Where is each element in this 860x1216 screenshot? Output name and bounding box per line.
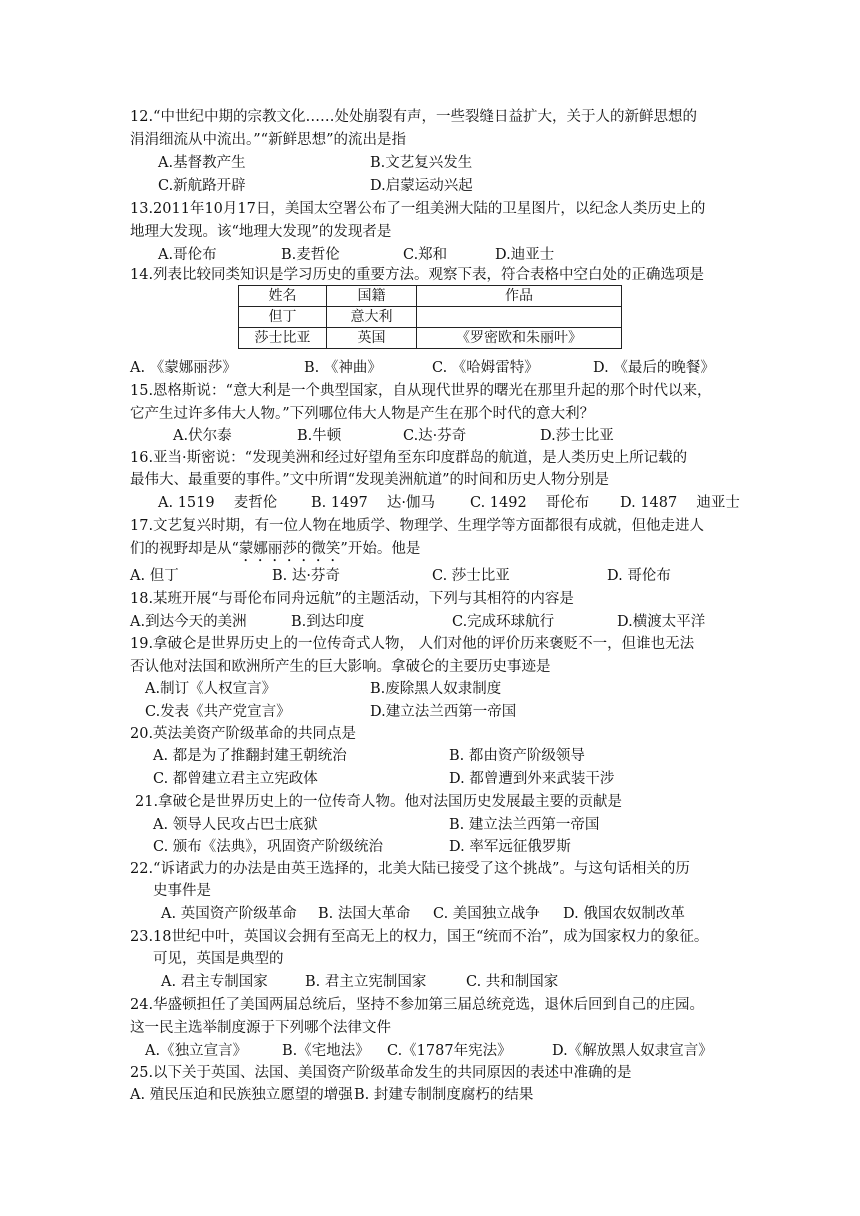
table-header-name: 姓名 (239, 286, 327, 307)
q19-option-d[interactable]: D.建立法兰西第一帝国 (370, 704, 517, 720)
q25-option-b[interactable]: B. 封建专制制度腐朽的结果 (354, 1087, 534, 1103)
q14-option-a[interactable]: A. 《蒙娜丽莎》 (130, 360, 237, 376)
q12-stem-line2: 涓涓细流从中流出。”“新鲜思想”的流出是指 (130, 132, 406, 148)
table-cell: 但丁 (239, 307, 327, 328)
q19-option-c[interactable]: C.发表《共产党宣言》 (145, 704, 291, 720)
q12-stem-line1: 12.“中世纪中期的宗教文化……处处崩裂有声，一些裂缝日益扩大，关于人的新鲜思想的 (130, 109, 697, 125)
q17-option-d[interactable]: D. 哥伦布 (607, 568, 671, 584)
q14-option-d[interactable]: D. 《最后的晚餐》 (593, 360, 715, 376)
table-cell: 英国 (327, 328, 417, 349)
q24-option-a[interactable]: A.《独立宣言》 (145, 1043, 248, 1059)
q20-stem-line1: 20.英法美资产阶级革命的共同点是 (130, 726, 357, 742)
q12-option-d[interactable]: D.启蒙运动兴起 (370, 178, 473, 194)
q16-option-b[interactable]: B. 1497 达·伽马 (311, 495, 435, 511)
q17-stem-text-end: ”开始。他是 (340, 541, 421, 557)
q13-option-b[interactable]: B.麦哲伦 (281, 247, 340, 263)
q20-option-b[interactable]: B. 都由资产阶级领导 (449, 748, 585, 764)
table-row (239, 307, 622, 328)
q18-option-a[interactable]: A.到达今天的美洲 (130, 614, 247, 630)
q21-option-a[interactable]: A. 领导人民攻占巴士底狱 (153, 817, 318, 833)
q13-stem-line2: 地理大发现。该“地理大发现”的发现者是 (130, 224, 392, 240)
table-header-row (239, 286, 622, 307)
q17-emphasized-phrase: 蒙娜丽莎的微笑 (238, 541, 341, 557)
q21-option-c[interactable]: C. 颁布《法典》，巩固资产阶级统治 (153, 839, 384, 855)
q25-stem-line1: 25.以下关于英国、法国、美国资产阶级革命发生的共同原因的表述中准确的是 (130, 1065, 632, 1081)
table-cell: 意大利 (327, 307, 417, 328)
q22-stem-line1: 22.“诉诸武力的办法是由英王选择的，北美大陆已接受了这个挑战”。与这句话相关的历 (130, 861, 690, 877)
q16-option-d[interactable]: D. 1487 迪亚士 (620, 495, 740, 511)
q24-stem-line1: 24.华盛顿担任了美国两届总统后，坚持不参加第三届总统竞选，退休后回到自己的庄园。 (130, 997, 705, 1013)
q16-option-c[interactable]: C. 1492 哥伦布 (470, 495, 590, 511)
q15-option-c[interactable]: C.达·芬奇 (403, 428, 467, 444)
q23-option-c[interactable]: C. 共和制国家 (466, 974, 559, 990)
q18-option-c[interactable]: C.完成环球航行 (452, 614, 555, 630)
table-cell: 莎士比亚 (239, 328, 327, 349)
q12-option-a[interactable]: A.基督教产生 (158, 155, 246, 171)
table-row (239, 328, 622, 349)
table-header-nationality: 国籍 (327, 286, 417, 307)
q18-option-b[interactable]: B.到达印度 (291, 614, 365, 630)
q13-option-c[interactable]: C.郑和 (403, 247, 448, 263)
q20-option-d[interactable]: D. 都曾遭到外来武装干涉 (449, 771, 615, 787)
q17-option-a[interactable]: A. 但丁 (130, 568, 179, 584)
q14-option-c[interactable]: C. 《哈姆雷特》 (432, 360, 539, 376)
q14-option-b[interactable]: B. 《神曲》 (304, 360, 382, 376)
q19-option-b[interactable]: B.废除黑人奴隶制度 (370, 681, 502, 697)
q15-stem-line2: 它产生过许多伟大人物。”下列哪位伟大人物是产生在那个时代的意大利？ (130, 406, 595, 422)
q22-stem-line2: 史事件是 (153, 883, 211, 899)
table-cell: 《罗密欧和朱丽叶》 (417, 328, 622, 349)
q23-stem-line2: 可见，英国是典型的 (153, 951, 284, 967)
q18-stem-line1: 18.某班开展“与哥伦布同舟远航”的主题活动，下列与其相符的内容是 (130, 591, 574, 607)
q23-option-b[interactable]: B. 君主立宪制国家 (305, 974, 427, 990)
q24-option-c[interactable]: C.《1787年宪法》 (387, 1043, 512, 1059)
q15-option-b[interactable]: B.牛顿 (297, 428, 342, 444)
q12-option-c[interactable]: C.新航路开辟 (158, 178, 246, 194)
q23-option-a[interactable]: A. 君主专制国家 (161, 974, 268, 990)
q20-option-c[interactable]: C. 都曾建立君主立宪政体 (153, 771, 318, 787)
q12-option-b[interactable]: B.文艺复兴发生 (370, 155, 473, 171)
q24-option-b[interactable]: B.《宅地法》 (282, 1043, 370, 1059)
q15-option-a[interactable]: A.伏尔泰 (173, 428, 232, 444)
q17-option-b[interactable]: B. 达·芬奇 (272, 568, 340, 584)
q18-option-d[interactable]: D.横渡太平洋 (617, 614, 706, 630)
q17-stem-text: 们的视野却是从“ (130, 541, 239, 557)
q13-option-d[interactable]: D.迪亚士 (495, 247, 555, 263)
table-cell-blank (417, 307, 622, 328)
q17-option-c[interactable]: C. 莎士比亚 (432, 568, 510, 584)
q19-stem-line1: 19.拿破仑是世界历史上的一位传奇式人物， 人们对他的评价历来褒贬不一，但谁也无法 (130, 636, 695, 652)
q19-option-a[interactable]: A.制订《人权宣言》 (145, 681, 277, 697)
q16-stem-line2: 最伟大、最重要的事件。”文中所谓“发现美洲航道”的时间和历史人物分别是 (130, 472, 609, 488)
q22-option-a[interactable]: A. 英国资产阶级革命 (161, 906, 297, 922)
q15-option-d[interactable]: D.莎士比亚 (540, 428, 614, 444)
q24-stem-line2: 这一民主选举制度源于下列哪个法律文件 (130, 1020, 391, 1036)
q21-stem-line1: 21.拿破仑是世界历史上的一位传奇人物。他对法国历史发展最主要的贡献是 (135, 794, 623, 810)
q19-stem-line2: 否认他对法国和欧洲所产生的巨大影响。拿破仑的主要历史事迹是 (130, 659, 551, 675)
q21-option-d[interactable]: D. 率军远征俄罗斯 (449, 839, 571, 855)
q22-option-c[interactable]: C. 美国独立战争 (433, 906, 540, 922)
q17-stem-line2 (130, 538, 420, 565)
q23-stem-line1: 23.18世纪中叶，英国议会拥有至高无上的权力，国王“统而不治”，成为国家权力的象征。 (130, 929, 709, 945)
q13-option-a[interactable]: A.哥伦布 (158, 247, 217, 263)
q22-option-d[interactable]: D. 俄国农奴制改革 (563, 906, 685, 922)
q15-stem-line1: 15.恩格斯说：“意大利是一个典型国家，自从现代世界的曙光在那里升起的那个时代以来， (130, 383, 712, 399)
q21-option-b[interactable]: B. 建立法兰西第一帝国 (449, 817, 600, 833)
q20-option-a[interactable]: A. 都是为了推翻封建王朝统治 (153, 748, 347, 764)
q14-stem-line1: 14.列表比较同类知识是学习历史的重要方法。观察下表，符合表格中空白处的正确选项是 (130, 267, 705, 283)
q16-stem-line1: 16.亚当·斯密说：“发现美洲和经过好望角至东印度群岛的航道，是人类历史上所记载的 (130, 450, 688, 466)
q25-option-a[interactable]: A. 殖民压迫和民族独立愿望的增强 (130, 1087, 353, 1103)
q13-stem-line1: 13.2011年10月17日，美国太空署公布了一组美洲大陆的卫星图片，以纪念人类历史上的 (130, 201, 706, 217)
q24-option-d[interactable]: D.《解放黑人奴隶宣言》 (552, 1043, 713, 1059)
comparison-table (238, 285, 622, 349)
q17-stem-line1: 17.文艺复兴时期，有一位人物在地质学、物理学、生理学等方面都很有成就，但他走进人 (130, 518, 705, 534)
q22-option-b[interactable]: B. 法国大革命 (318, 906, 411, 922)
q16-option-a[interactable]: A. 1519 麦哲伦 (158, 495, 278, 511)
table-header-work: 作品 (417, 286, 622, 307)
